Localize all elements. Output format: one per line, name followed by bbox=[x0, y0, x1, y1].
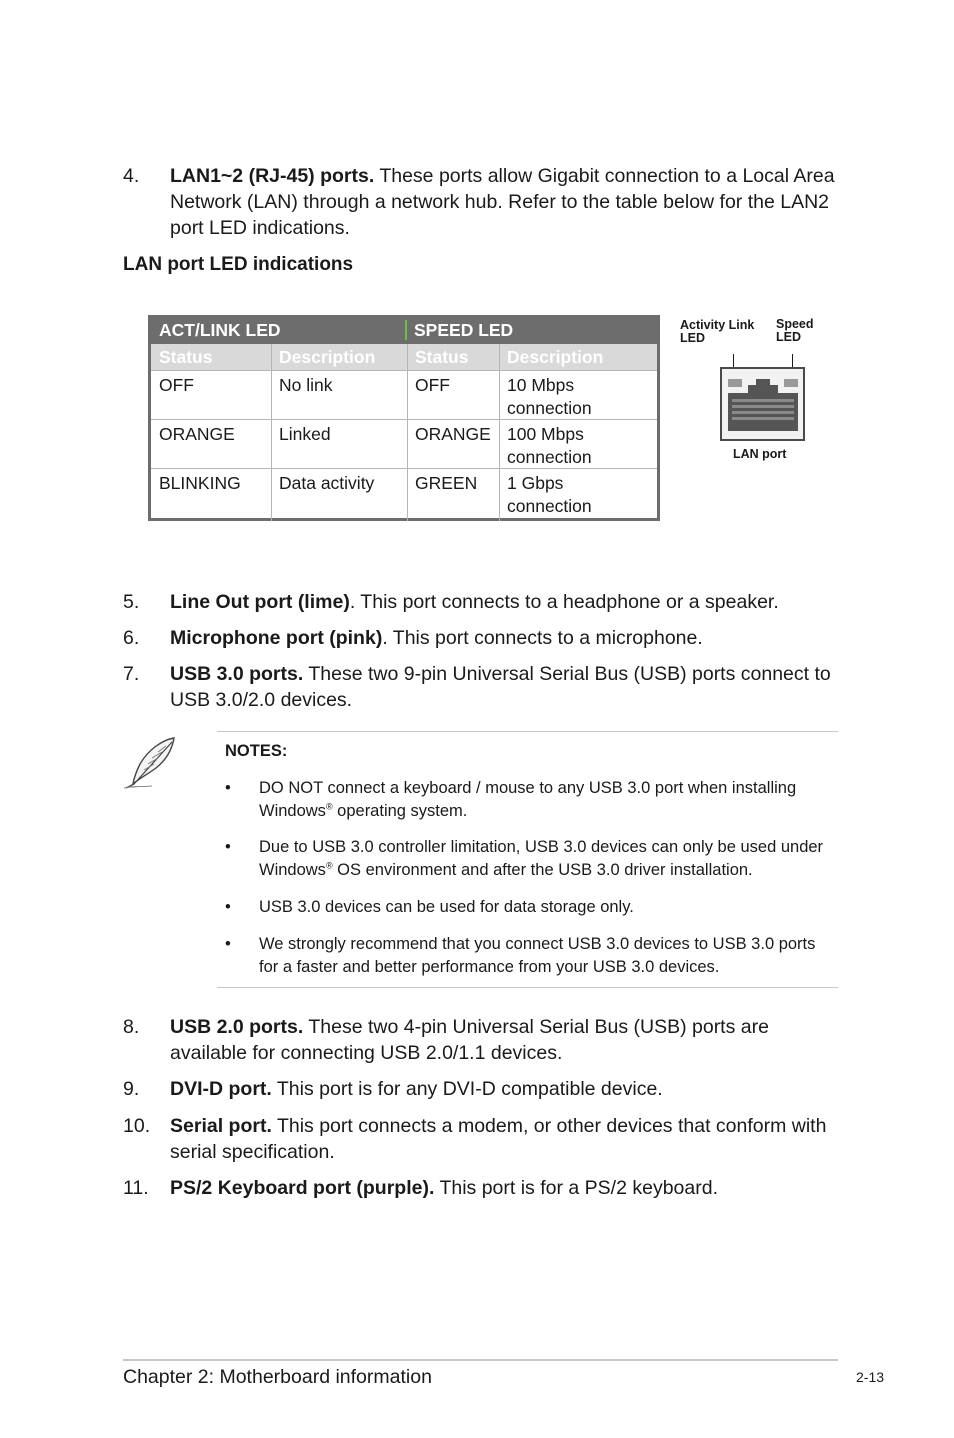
list-item-dvi-d bbox=[123, 1076, 838, 1102]
bullet: • bbox=[225, 898, 231, 916]
cell-speed-status: GREEN bbox=[415, 473, 478, 493]
cell-act-status: OFF bbox=[159, 375, 194, 395]
item-text: . This port connects to a headphone or a speaker. bbox=[349, 591, 779, 613]
item-number: 4. bbox=[123, 165, 140, 187]
group-header-act-link: ACT/LINK LED bbox=[159, 320, 281, 340]
cell-act-description: No link bbox=[279, 375, 333, 395]
cell-act-status: ORANGE bbox=[159, 424, 235, 444]
table-group-header bbox=[148, 315, 660, 344]
column-divider bbox=[407, 344, 408, 521]
cell-act-description: Linked bbox=[279, 424, 331, 444]
lan-port-label: LAN port bbox=[733, 447, 787, 461]
table-row bbox=[151, 370, 657, 420]
bullet: • bbox=[225, 779, 231, 797]
item-number: 9. bbox=[123, 1078, 140, 1100]
cell-speed-description: 100 Mbps connection bbox=[507, 424, 592, 467]
section-heading: LAN port LED indications bbox=[123, 254, 354, 275]
item-title: LAN1~2 (RJ-45) ports. bbox=[170, 165, 375, 187]
item-number: 10. bbox=[123, 1115, 151, 1137]
bullet: • bbox=[225, 838, 231, 856]
item-title: DVI-D port. bbox=[170, 1078, 272, 1100]
note-item: • We strongly recommend that you connect USB 3.0 devices to USB 3.0 ports for a faster and better performance from your USB 3.0 devices. bbox=[225, 935, 816, 976]
item-text: These two 9-pin Universal Serial Bus (USB) ports connect to USB 3.0/2.0 devices. bbox=[170, 663, 831, 711]
cell-speed-description: 1 Gbps connection bbox=[507, 473, 592, 516]
notes-top-rule bbox=[217, 731, 838, 732]
list-item-ps2 bbox=[123, 1175, 838, 1201]
list-item-line-out bbox=[123, 589, 838, 615]
item-text: This port connects a modem, or other devices that conform with serial specification. bbox=[170, 1115, 827, 1163]
cell-act-status: BLINKING bbox=[159, 473, 241, 493]
cell-act-description: Data activity bbox=[279, 473, 375, 493]
activity-link-led-label: Activity Link LED bbox=[680, 318, 755, 345]
cell-speed-status: OFF bbox=[415, 375, 450, 395]
item-text: These two 4-pin Universal Serial Bus (USB) ports are available for connecting USB 2.0/1.1 devices. bbox=[170, 1016, 769, 1064]
list-item-usb3 bbox=[123, 661, 838, 713]
item-title: USB 2.0 ports. bbox=[170, 1016, 304, 1038]
item-text: These ports allow Gigabit connection to a Local Area Network (LAN) through a network hub. Refer to the table below for the LAN2 port LED indications. bbox=[170, 165, 835, 239]
item-number: 8. bbox=[123, 1016, 140, 1038]
table-row bbox=[151, 468, 657, 518]
col-header-status: Status bbox=[159, 347, 213, 367]
cell-speed-description: 10 Mbps connection bbox=[507, 375, 592, 418]
table-sub-header bbox=[151, 344, 657, 370]
item-text: . This port connects to a microphone. bbox=[382, 627, 703, 649]
item-title: PS/2 Keyboard port (purple). bbox=[170, 1177, 435, 1199]
feather-pen-icon bbox=[122, 734, 180, 792]
group-header-speed: SPEED LED bbox=[414, 320, 514, 340]
item-text: This port is for any DVI-D compatible device. bbox=[271, 1078, 663, 1100]
item-text: This port is for a PS/2 keyboard. bbox=[434, 1177, 718, 1199]
lan-led-table bbox=[148, 315, 660, 521]
item-title: Serial port. bbox=[170, 1115, 272, 1137]
note-item: • DO NOT connect a keyboard / mouse to any USB 3.0 port when installing Windows® operating system. bbox=[225, 779, 797, 820]
bullet: • bbox=[225, 935, 231, 953]
notes-bottom-rule bbox=[217, 987, 838, 988]
column-divider bbox=[271, 344, 272, 521]
header-separator bbox=[405, 320, 407, 340]
list-item-microphone bbox=[123, 625, 838, 651]
cell-speed-status: ORANGE bbox=[415, 424, 491, 444]
registered-mark: ® bbox=[325, 801, 333, 812]
speed-led-label: Speed LED bbox=[776, 317, 814, 344]
registered-mark: ® bbox=[325, 860, 333, 871]
list-item-serial bbox=[123, 1113, 838, 1165]
list-item-lan-ports bbox=[123, 163, 838, 241]
note-item: • USB 3.0 devices can be used for data storage only. bbox=[225, 896, 835, 919]
item-number: 11. bbox=[123, 1177, 149, 1199]
item-title: Microphone port (pink) bbox=[170, 627, 383, 649]
rj45-port-icon bbox=[722, 369, 803, 439]
column-divider bbox=[499, 344, 500, 521]
col-header-description: Description bbox=[279, 347, 376, 367]
item-number: 6. bbox=[123, 627, 140, 649]
col-header-description: Description bbox=[507, 347, 604, 367]
footer-chapter-title: Chapter 2: Motherboard information bbox=[123, 1366, 432, 1388]
col-header-status: Status bbox=[415, 347, 469, 367]
notes-title: NOTES: bbox=[225, 742, 288, 760]
item-title: USB 3.0 ports. bbox=[170, 663, 304, 685]
item-title: Line Out port (lime) bbox=[170, 591, 350, 613]
item-number: 7. bbox=[123, 663, 140, 685]
lan-port-icon bbox=[720, 367, 805, 441]
item-number: 5. bbox=[123, 591, 140, 613]
note-item: • Due to USB 3.0 controller limitation, USB 3.0 devices can only be used under Windows® OS environment and after the USB 3.0 driver installation. bbox=[225, 838, 824, 879]
page-number: 2-13 bbox=[856, 1369, 885, 1385]
table-row bbox=[151, 419, 657, 469]
footer-rule bbox=[123, 1359, 838, 1361]
list-item-usb2 bbox=[123, 1014, 838, 1066]
